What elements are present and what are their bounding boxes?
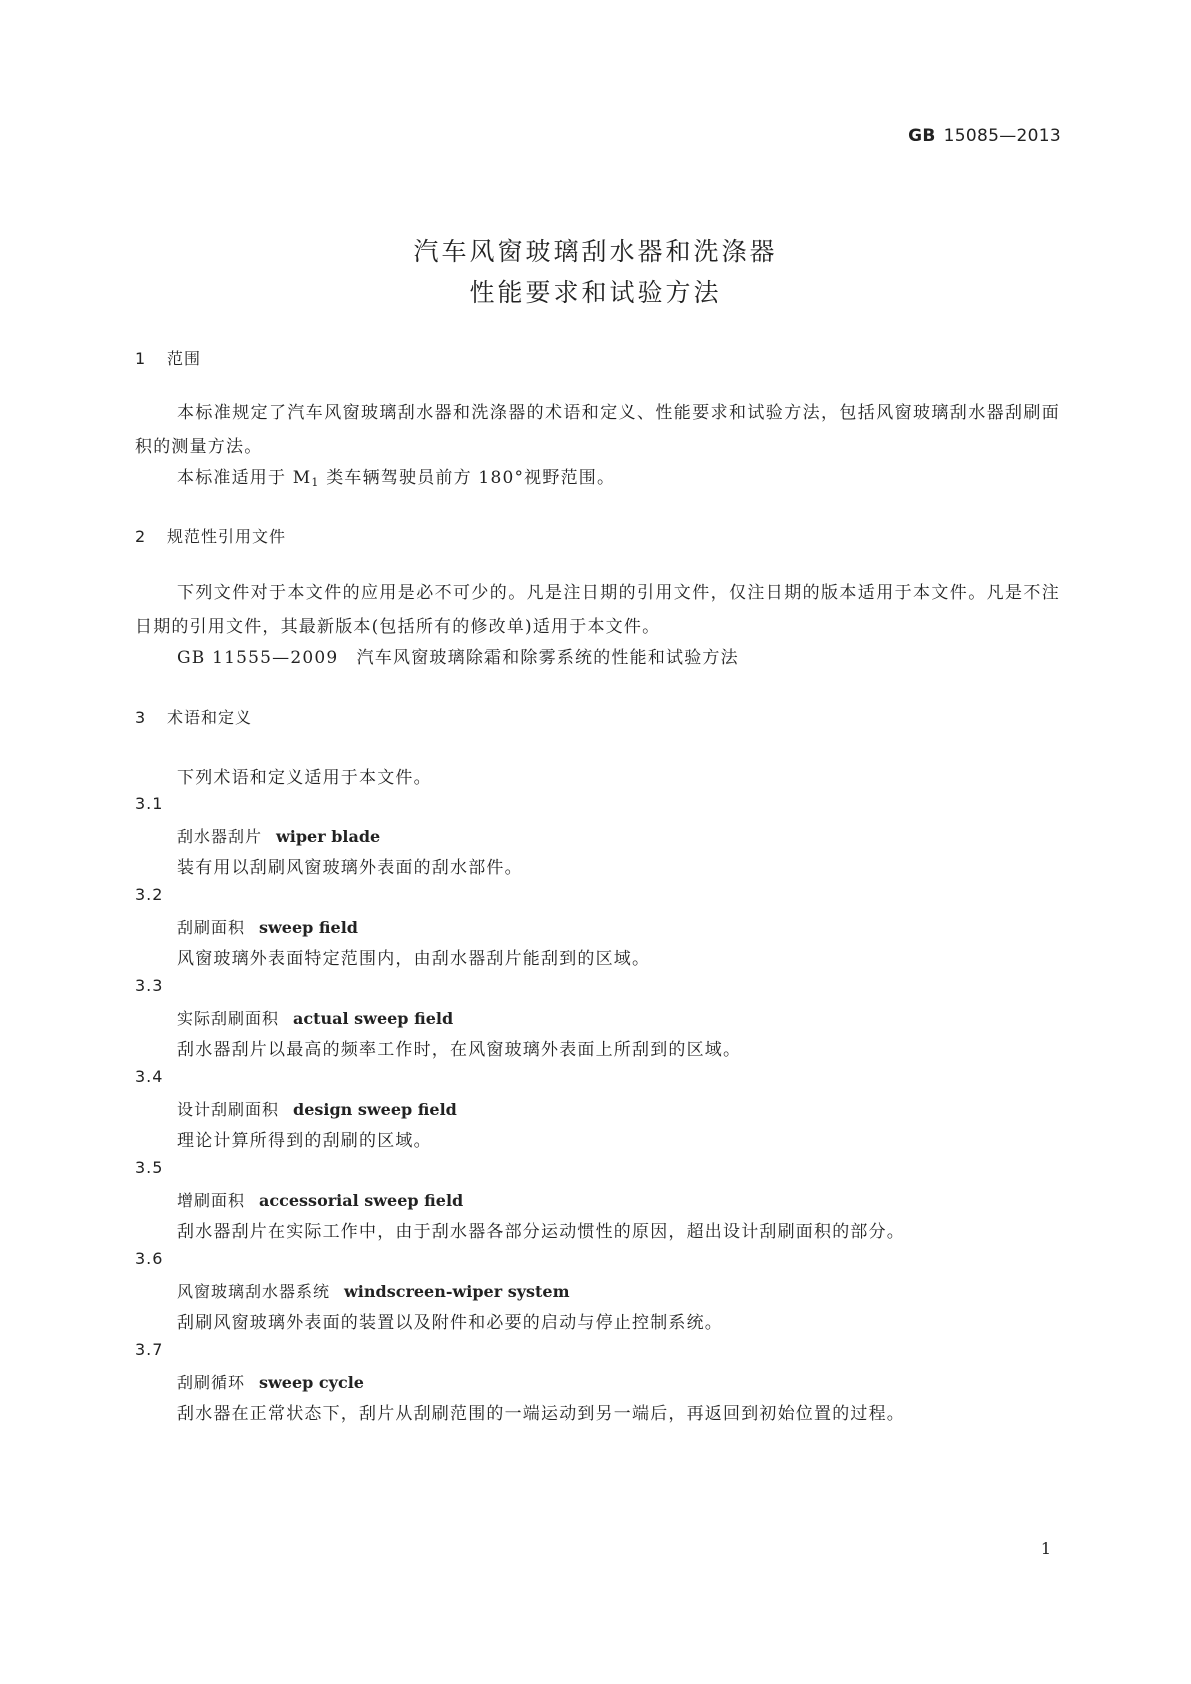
term-chinese: 刮刷面积 [177, 918, 246, 937]
section-2-heading [135, 524, 286, 547]
standard-prefix: GB [908, 126, 936, 146]
term-chinese: 刮刷循环 [177, 1373, 246, 1392]
section-number: 1 [135, 349, 147, 368]
term-number: 3.3 [135, 976, 164, 995]
term-number: 3.6 [135, 1249, 164, 1268]
term-title [177, 1370, 364, 1393]
term-title [177, 1188, 463, 1211]
term-chinese: 刮水器刮片 [177, 827, 263, 846]
section-3-heading [135, 705, 252, 728]
normative-reference: GB 11555—2009 汽车风窗玻璃除霜和除雾系统的性能和试验方法 [177, 648, 739, 668]
standard-code: 15085—2013 [943, 126, 1061, 146]
term-title [177, 915, 358, 938]
section-number: 2 [135, 527, 147, 546]
section-3-intro: 下列术语和定义适用于本文件。 [177, 768, 432, 788]
term-definition: 刮水器刮片以最高的频率工作时，在风窗玻璃外表面上所刮到的区域。 [177, 1040, 742, 1060]
standard-number [908, 126, 1061, 146]
subscript: 1 [311, 476, 320, 489]
term-definition: 装有用以刮刷风窗玻璃外表面的刮水部件。 [177, 858, 523, 878]
term-chinese: 实际刮刷面积 [177, 1009, 280, 1028]
document-title-line1: 汽车风窗玻璃刮水器和洗涤器 [413, 237, 778, 266]
term-chinese: 风窗玻璃刮水器系统 [177, 1282, 331, 1301]
term-number: 3.2 [135, 885, 164, 904]
term-number: 3.7 [135, 1340, 164, 1359]
term-title [177, 824, 380, 847]
scope-text-start: 本标准适用于 M [177, 468, 312, 488]
term-definition: 刮刷风窗玻璃外表面的装置以及附件和必要的启动与停止控制系统。 [177, 1313, 723, 1333]
section-title: 规范性引用文件 [167, 527, 287, 546]
term-english: sweep cycle [259, 1373, 364, 1392]
term-chinese: 设计刮刷面积 [177, 1100, 280, 1119]
section-2-paragraph-1: 下列文件对于本文件的应用是必不可少的。凡是注日期的引用文件，仅注日期的版本适用于本文件。凡是不注日期的引用文件，其最新版本(包括所有的修改单)适用于本文件。 [135, 583, 1060, 637]
term-definition: 风窗玻璃外表面特定范围内，由刮水器刮片能刮到的区域。 [177, 949, 651, 969]
term-number: 3.4 [135, 1067, 164, 1086]
section-1-paragraph-2 [177, 463, 615, 489]
term-english: accessorial sweep field [259, 1191, 464, 1210]
page-number: 1 [1040, 1539, 1051, 1558]
term-english: design sweep field [293, 1100, 457, 1119]
section-1-heading [135, 346, 201, 369]
section-title: 范围 [167, 349, 202, 368]
term-title [177, 1097, 457, 1120]
term-title [177, 1279, 570, 1302]
term-english: actual sweep field [293, 1009, 454, 1028]
term-english: windscreen-wiper system [344, 1282, 570, 1301]
term-title [177, 1006, 453, 1029]
section-title: 术语和定义 [167, 708, 253, 727]
term-definition: 刮水器刮片在实际工作中，由于刮水器各部分运动惯性的原因，超出设计刮刷面积的部分。 [177, 1222, 905, 1242]
section-1-paragraph-1: 本标准规定了汽车风窗玻璃刮水器和洗涤器的术语和定义、性能要求和试验方法，包括风窗玻璃刮水器刮刷面积的测量方法。 [135, 403, 1060, 457]
term-definition: 理论计算所得到的刮刷的区域。 [177, 1131, 432, 1151]
scope-text-end: 类车辆驾驶员前方 180°视野范围。 [319, 468, 616, 488]
term-number: 3.5 [135, 1158, 164, 1177]
term-english: wiper blade [276, 827, 381, 846]
document-title-line2: 性能要求和试验方法 [469, 278, 722, 307]
term-number: 3.1 [135, 794, 164, 813]
term-chinese: 增刷面积 [177, 1191, 246, 1210]
term-definition: 刮水器在正常状态下，刮片从刮刷范围的一端运动到另一端后，再返回到初始位置的过程。 [177, 1404, 905, 1424]
term-english: sweep field [259, 918, 358, 937]
section-number: 3 [135, 708, 147, 727]
